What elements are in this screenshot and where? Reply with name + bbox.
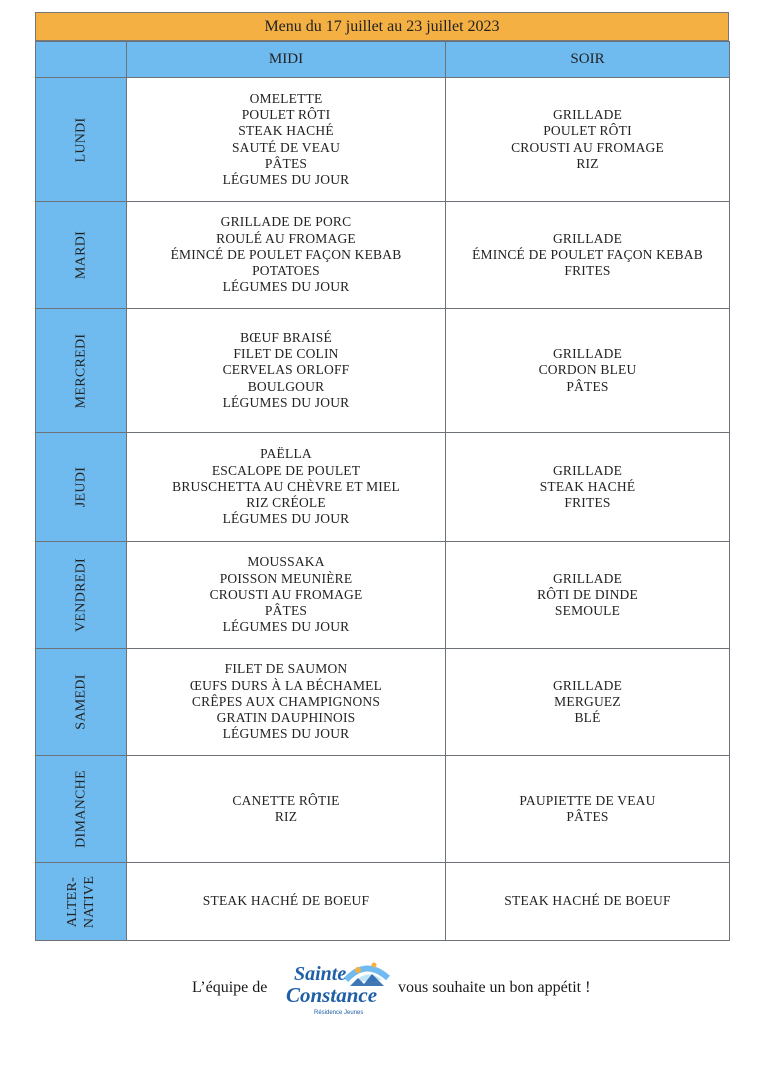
day-name: ALTER- NATIVE	[65, 875, 97, 928]
day-row	[36, 649, 730, 756]
footer	[0, 950, 768, 1020]
day-row	[36, 78, 730, 202]
menu-title: Menu du 17 juillet au 23 juillet 2023	[35, 12, 729, 41]
day-name: LUNDI	[73, 116, 89, 163]
dish-item: CROUSTI AU FROMAGE	[511, 139, 664, 155]
midi-dishes-cell	[127, 78, 446, 202]
dish-item: GRILLADE	[552, 230, 623, 246]
dish-item: PÂTES	[264, 155, 308, 171]
day-name: JEUDI	[73, 466, 89, 508]
soir-dishes-cell	[446, 756, 730, 863]
dish-item: GRILLADE DE PORC	[220, 214, 352, 230]
sainte-constance-logo	[284, 956, 396, 1018]
soir-dishes-cell	[446, 863, 730, 941]
day-name: VENDREDI	[73, 558, 89, 632]
day-row	[36, 309, 730, 433]
dish-item: ÉMINCÉ DE POULET FAÇON KEBAB	[472, 246, 703, 262]
dish-item: LÉGUMES DU JOUR	[222, 279, 350, 295]
dish-item: ESCALOPE DE POULET	[211, 462, 361, 478]
day-row	[36, 863, 730, 941]
dish-item: RÔTI DE DINDE	[537, 586, 638, 602]
dish-item: ŒUFS DURS À LA BÉCHAMEL	[189, 677, 383, 693]
dish-item: GRILLADE	[552, 677, 623, 693]
dish-item: STEAK HACHÉ DE BOEUF	[202, 893, 370, 909]
day-label-cell	[36, 756, 127, 863]
dish-item: MOUSSAKA	[247, 554, 325, 570]
day-label-cell	[36, 863, 127, 941]
dish-item: LÉGUMES DU JOUR	[222, 619, 350, 635]
dish-item: RIZ	[274, 809, 298, 824]
dish-item: RIZ CRÉOLE	[246, 495, 326, 511]
midi-dishes-cell	[127, 309, 446, 433]
soir-dishes-cell	[446, 309, 730, 433]
logo-subtitle: Résidence Jeunes	[314, 1010, 364, 1016]
soir-dishes-cell	[446, 542, 730, 649]
dish-item: POISSON MEUNIÈRE	[219, 570, 353, 586]
dish-item: LÉGUMES DU JOUR	[222, 726, 350, 742]
dish-item: LÉGUMES DU JOUR	[222, 394, 350, 410]
dish-item: GRILLADE	[552, 346, 623, 362]
logo-word-constance: Constance	[286, 983, 378, 1007]
day-row	[36, 756, 730, 863]
soir-dishes-cell	[446, 202, 730, 309]
soir-dishes-cell	[446, 649, 730, 756]
dish-item: POTATOES	[252, 263, 320, 279]
dish-item: CORDON BLEU	[538, 362, 637, 378]
dish-item: MERGUEZ	[554, 693, 621, 709]
midi-dishes-cell	[127, 433, 446, 542]
dish-item: BLÉ	[574, 710, 601, 726]
day-row	[36, 542, 730, 649]
midi-dishes-cell	[127, 863, 446, 941]
dish-item: POULET RÔTI	[241, 106, 331, 122]
day-label-cell	[36, 78, 127, 202]
menu-table	[35, 41, 730, 941]
dish-item: FRITES	[564, 263, 611, 279]
midi-dishes-cell	[127, 202, 446, 309]
corner-cell	[36, 42, 127, 78]
dish-item: FILET DE COLIN	[233, 346, 339, 362]
dish-item: STEAK HACHÉ	[539, 478, 636, 494]
dish-item: GRILLADE	[552, 570, 623, 586]
dish-item: FILET DE SAUMON	[224, 661, 348, 677]
dish-item: STEAK HACHÉ	[238, 123, 334, 139]
day-label-cell	[36, 309, 127, 433]
day-name: SAMEDI	[73, 674, 89, 730]
dish-item: ÉMINCÉ DE POULET FAÇON KEBAB	[170, 246, 402, 262]
midi-dishes-cell	[127, 649, 446, 756]
dish-item: PÂTES	[264, 603, 308, 619]
day-label-cell	[36, 202, 127, 309]
dish-item: GRILLADE	[552, 462, 623, 478]
dish-item: PAËLLA	[260, 446, 312, 462]
dish-item: PÂTES	[566, 378, 609, 394]
dish-item: STEAK HACHÉ DE BOEUF	[504, 893, 671, 909]
footer-text-before: L’équipe de	[192, 979, 268, 996]
dish-item: CRÊPES AUX CHAMPIGNONS	[191, 693, 381, 709]
dish-item: BRUSCHETTA AU CHÈVRE ET MIEL	[172, 478, 400, 494]
dish-item: PAUPIETTE DE VEAU	[519, 792, 656, 808]
soir-dishes-cell	[446, 78, 730, 202]
dish-item: BOULGOUR	[247, 378, 325, 394]
dish-item: CROUSTI AU FROMAGE	[209, 586, 363, 602]
dish-item: BŒUF BRAISÉ	[240, 329, 332, 345]
dish-item: CERVELAS ORLOFF	[222, 362, 350, 378]
dish-item: SEMOULE	[554, 603, 621, 619]
dish-item: RIZ	[576, 155, 599, 171]
day-label-cell	[36, 433, 127, 542]
midi-dishes-cell	[127, 756, 446, 863]
dish-item: OMELETTE	[249, 90, 323, 106]
dish-item: POULET RÔTI	[543, 123, 632, 139]
logo-word-sainte: Sainte	[294, 963, 347, 985]
dish-item: SAUTÉ DE VEAU	[231, 139, 341, 155]
day-name: MARDI	[73, 230, 89, 280]
day-name: DIMANCHE	[73, 770, 89, 848]
soir-dishes-cell	[446, 433, 730, 542]
dish-item: GRILLADE	[552, 106, 623, 122]
midi-dishes-cell	[127, 542, 446, 649]
dish-item: FRITES	[564, 495, 611, 511]
day-label-cell	[36, 649, 127, 756]
column-header-soir: SOIR	[446, 42, 730, 78]
dish-item: LÉGUMES DU JOUR	[222, 172, 350, 188]
dish-item: CANETTE RÔTIE	[232, 792, 340, 808]
day-row	[36, 202, 730, 309]
dish-item: GRATIN DAUPHINOIS	[216, 710, 356, 726]
dish-item: PÂTES	[566, 809, 609, 824]
footer-text-after: vous souhaite un bon appétit !	[398, 979, 591, 996]
dish-item: LÉGUMES DU JOUR	[222, 511, 350, 527]
dish-item: ROULÉ AU FROMAGE	[216, 230, 356, 246]
day-row	[36, 433, 730, 542]
day-label-cell	[36, 542, 127, 649]
column-header-midi: MIDI	[127, 42, 446, 78]
day-name: MERCREDI	[73, 333, 89, 408]
